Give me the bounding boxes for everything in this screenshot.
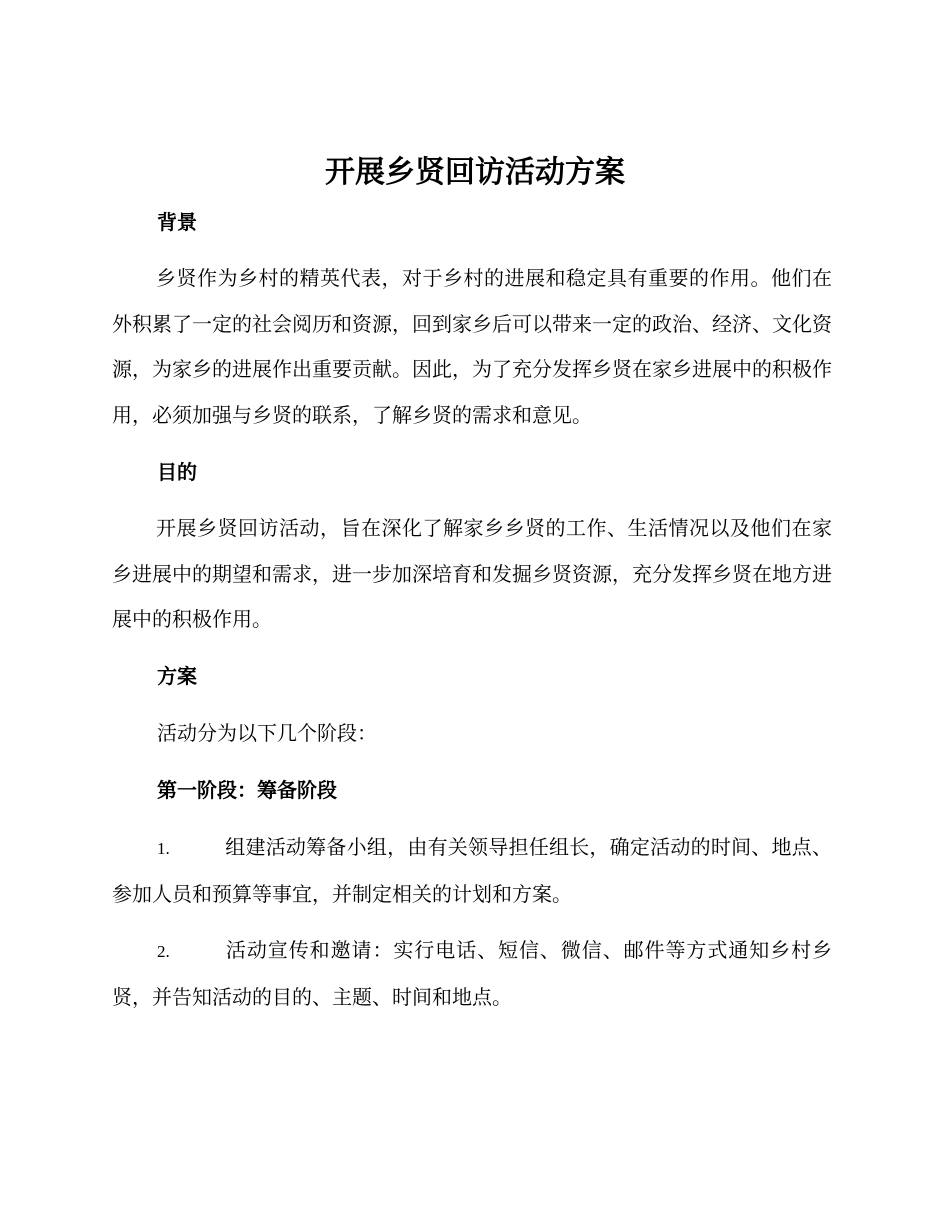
plan-intro: 活动分为以下几个阶段： <box>157 721 377 745</box>
list-item-number: 2. <box>157 942 170 961</box>
section-heading-plan: 方案 <box>157 664 197 688</box>
list-item-text: 组建活动筹备小组，由有关领导担任组长，确定活动的时间、地点、参加人员和预算等事宜，并制定相关的计划和方案。 <box>112 835 832 906</box>
list-item <box>112 825 832 917</box>
phase1-heading: 第一阶段：筹备阶段 <box>157 778 337 802</box>
document-title: 开展乡贤回访活动方案 <box>325 155 625 190</box>
list-item-text: 活动宣传和邀请：实行电话、短信、微信、邮件等方式通知乡村乡贤，并告知活动的目的、主题、时间和地点。 <box>112 938 832 1009</box>
background-paragraph: 乡贤作为乡村的精英代表，对于乡村的进展和稳定具有重要的作用。他们在外积累了一定的社会阅历和资源，回到家乡后可以带来一定的政治、经济、文化资源，为家乡的进展作出重要贡献。因此，为了充分发挥乡贤在家乡进展中的积极作用，必须加强与乡贤的联系，了解乡贤的需求和意见。 <box>112 266 832 427</box>
section-heading-purpose: 目的 <box>157 460 197 484</box>
purpose-paragraph: 开展乡贤回访活动，旨在深化了解家乡乡贤的工作、生活情况以及他们在家乡进展中的期望和需求，进一步加深培育和发掘乡贤资源，充分发挥乡贤在地方进展中的积极作用。 <box>112 516 832 631</box>
section-heading-background: 背景 <box>157 210 197 234</box>
list-item-number: 1. <box>157 839 170 858</box>
list-item <box>112 928 832 1020</box>
